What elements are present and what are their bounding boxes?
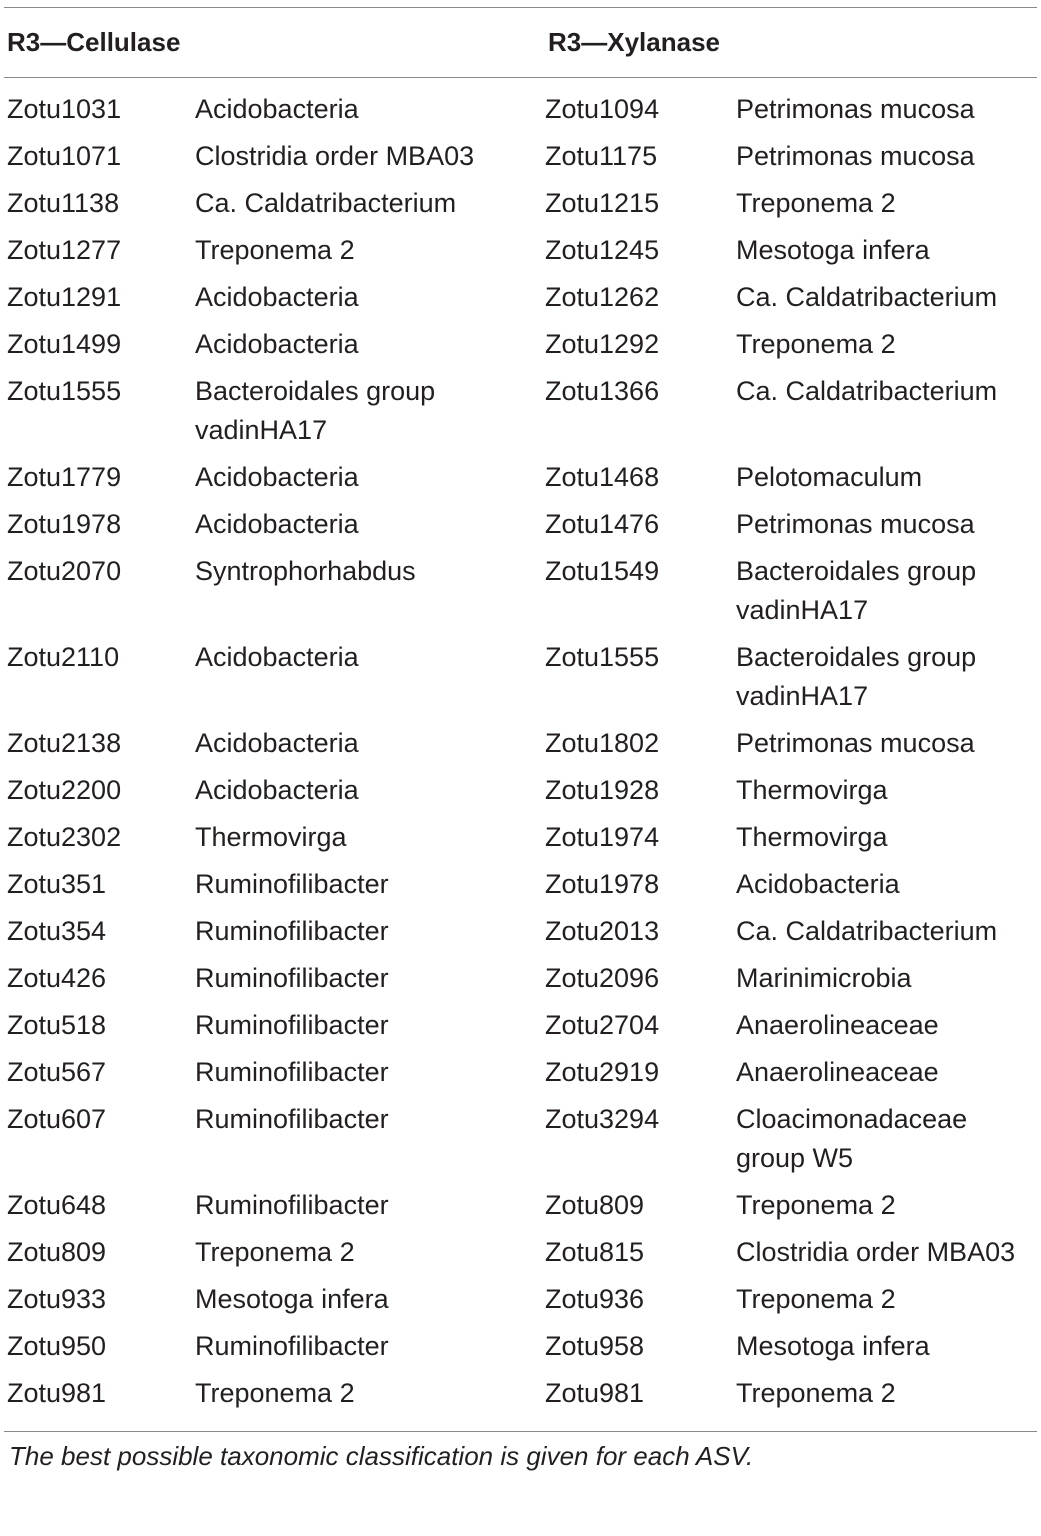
cellulase-zotu-cell: Zotu809 — [7, 1237, 107, 1267]
table-row — [4, 90, 1037, 129]
cellulase-zotu-cell: Zotu950 — [7, 1331, 107, 1361]
cellulase-zotu-cell: Zotu2070 — [7, 556, 122, 586]
cellulase-taxon-cell: Ruminofilibacter — [195, 869, 389, 899]
header-xylanase: R3—Xylanase — [548, 27, 720, 57]
xylanase-zotu-cell: Zotu1215 — [545, 188, 660, 218]
xylanase-zotu-cell: Zotu981 — [545, 1378, 645, 1408]
xylanase-zotu-cell: Zotu3294 — [545, 1104, 660, 1134]
table-row — [4, 865, 1037, 904]
table-row — [4, 137, 1037, 176]
cellulase-zotu-cell: Zotu1978 — [7, 509, 122, 539]
cellulase-taxon-cell: Clostridia order MBA03 — [195, 141, 475, 171]
table-row — [4, 912, 1037, 951]
xylanase-taxon-cell: Treponema 2 — [736, 1284, 896, 1314]
cellulase-taxon-cell: Treponema 2 — [195, 1378, 355, 1408]
xylanase-taxon-cell: Treponema 2 — [736, 1378, 896, 1408]
xylanase-taxon-cell: Cloacimonadaceae group W5 — [736, 1104, 968, 1173]
cellulase-zotu-cell: Zotu1291 — [7, 282, 122, 312]
cellulase-zotu-cell: Zotu518 — [7, 1010, 107, 1040]
cellulase-zotu-cell: Zotu354 — [7, 916, 107, 946]
xylanase-zotu-cell: Zotu1245 — [545, 235, 660, 265]
table-row — [4, 278, 1037, 317]
table-row — [4, 1053, 1037, 1092]
xylanase-taxon-cell: Acidobacteria — [736, 869, 900, 899]
xylanase-zotu-cell: Zotu809 — [545, 1190, 645, 1220]
cellulase-zotu-cell: Zotu1071 — [7, 141, 122, 171]
cellulase-taxon-cell: Acidobacteria — [195, 728, 359, 758]
xylanase-taxon-cell: Petrimonas mucosa — [736, 509, 975, 539]
xylanase-zotu-cell: Zotu936 — [545, 1284, 645, 1314]
xylanase-taxon-cell: Clostridia order MBA03 — [736, 1237, 1016, 1267]
table-row — [4, 231, 1037, 270]
table-row — [4, 818, 1037, 857]
table-row — [4, 959, 1037, 998]
table-row — [4, 1006, 1037, 1045]
xylanase-taxon-cell: Anaerolineaceae — [736, 1057, 939, 1087]
xylanase-zotu-cell: Zotu815 — [545, 1237, 645, 1267]
xylanase-taxon-cell: Petrimonas mucosa — [736, 141, 975, 171]
xylanase-taxon-cell: Thermovirga — [736, 822, 888, 852]
table-row — [4, 1100, 1037, 1178]
xylanase-zotu-cell: Zotu2096 — [545, 963, 660, 993]
xylanase-zotu-cell: Zotu2013 — [545, 916, 660, 946]
cellulase-taxon-cell: Treponema 2 — [195, 1237, 355, 1267]
cellulase-taxon-cell: Bacteroidales group vadinHA17 — [195, 376, 436, 445]
table-footnote: The best possible taxonomic classification is given for each ASV. — [9, 1441, 754, 1471]
cellulase-zotu-cell: Zotu1779 — [7, 462, 122, 492]
cellulase-taxon-cell: Acidobacteria — [195, 329, 359, 359]
xylanase-taxon-cell: Pelotomaculum — [736, 462, 923, 492]
xylanase-zotu-cell: Zotu1802 — [545, 728, 660, 758]
cellulase-taxon-cell: Acidobacteria — [195, 509, 359, 539]
table-row — [4, 771, 1037, 810]
xylanase-taxon-cell: Mesotoga infera — [736, 1331, 930, 1361]
cellulase-taxon-cell: Acidobacteria — [195, 94, 359, 124]
cellulase-zotu-cell: Zotu567 — [7, 1057, 107, 1087]
cellulase-zotu-cell: Zotu1499 — [7, 329, 122, 359]
table-header — [4, 8, 1037, 77]
cellulase-taxon-cell: Acidobacteria — [195, 775, 359, 805]
cellulase-zotu-cell: Zotu1277 — [7, 235, 122, 265]
cellulase-zotu-cell: Zotu351 — [7, 869, 107, 899]
cellulase-taxon-cell: Syntrophorhabdus — [195, 556, 416, 586]
xylanase-taxon-cell: Petrimonas mucosa — [736, 728, 975, 758]
cellulase-taxon-cell: Treponema 2 — [195, 235, 355, 265]
xylanase-taxon-cell: Mesotoga infera — [736, 235, 930, 265]
xylanase-zotu-cell: Zotu1468 — [545, 462, 660, 492]
table-row — [4, 552, 1037, 630]
cellulase-zotu-cell: Zotu981 — [7, 1378, 107, 1408]
cellulase-taxon-cell: Ca. Caldatribacterium — [195, 188, 457, 218]
cellulase-zotu-cell: Zotu2138 — [7, 728, 122, 758]
header-cellulase: R3—Cellulase — [7, 27, 181, 57]
xylanase-taxon-cell: Anaerolineaceae — [736, 1010, 939, 1040]
xylanase-zotu-cell: Zotu2704 — [545, 1010, 660, 1040]
cellulase-zotu-cell: Zotu2200 — [7, 775, 122, 805]
cellulase-zotu-cell: Zotu2302 — [7, 822, 122, 852]
table-row — [4, 1233, 1037, 1272]
xylanase-taxon-cell: Ca. Caldatribacterium — [736, 282, 998, 312]
xylanase-zotu-cell: Zotu958 — [545, 1331, 645, 1361]
xylanase-zotu-cell: Zotu1928 — [545, 775, 660, 805]
xylanase-taxon-cell: Petrimonas mucosa — [736, 94, 975, 124]
cellulase-taxon-cell: Thermovirga — [195, 822, 347, 852]
cellulase-taxon-cell: Acidobacteria — [195, 642, 359, 672]
table-row — [4, 638, 1037, 716]
table-row — [4, 372, 1037, 450]
cellulase-zotu-cell: Zotu1138 — [7, 188, 120, 218]
cellulase-taxon-cell: Ruminofilibacter — [195, 1104, 389, 1134]
cellulase-taxon-cell: Mesotoga infera — [195, 1284, 389, 1314]
table-row — [4, 505, 1037, 544]
cellulase-taxon-cell: Ruminofilibacter — [195, 916, 389, 946]
cellulase-taxon-cell: Acidobacteria — [195, 462, 359, 492]
xylanase-taxon-cell: Treponema 2 — [736, 1190, 896, 1220]
cellulase-taxon-cell: Ruminofilibacter — [195, 963, 389, 993]
table-row — [4, 184, 1037, 223]
xylanase-taxon-cell: Ca. Caldatribacterium — [736, 916, 998, 946]
xylanase-taxon-cell: Treponema 2 — [736, 188, 896, 218]
cellulase-zotu-cell: Zotu1555 — [7, 376, 122, 406]
table-row — [4, 1374, 1037, 1413]
xylanase-zotu-cell: Zotu1366 — [545, 376, 660, 406]
xylanase-zotu-cell: Zotu1978 — [545, 869, 660, 899]
cellulase-zotu-cell: Zotu2110 — [7, 642, 120, 672]
xylanase-zotu-cell: Zotu1974 — [545, 822, 660, 852]
xylanase-zotu-cell: Zotu1175 — [545, 141, 658, 171]
cellulase-taxon-cell: Ruminofilibacter — [195, 1010, 389, 1040]
taxonomy-table — [4, 7, 1037, 1472]
cellulase-zotu-cell: Zotu1031 — [7, 94, 122, 124]
table-row — [4, 1186, 1037, 1225]
cellulase-taxon-cell: Acidobacteria — [195, 282, 359, 312]
table-row — [4, 458, 1037, 497]
xylanase-zotu-cell: Zotu2919 — [545, 1057, 660, 1087]
xylanase-zotu-cell: Zotu1292 — [545, 329, 660, 359]
table-row — [4, 724, 1037, 763]
table-row — [4, 325, 1037, 364]
cellulase-taxon-cell: Ruminofilibacter — [195, 1057, 389, 1087]
cellulase-zotu-cell: Zotu933 — [7, 1284, 107, 1314]
xylanase-zotu-cell: Zotu1094 — [545, 94, 660, 124]
xylanase-taxon-cell: Thermovirga — [736, 775, 888, 805]
xylanase-taxon-cell: Treponema 2 — [736, 329, 896, 359]
table-row — [4, 1280, 1037, 1319]
cellulase-zotu-cell: Zotu648 — [7, 1190, 107, 1220]
xylanase-zotu-cell: Zotu1262 — [545, 282, 660, 312]
table-row — [4, 1327, 1037, 1366]
cellulase-zotu-cell: Zotu426 — [7, 963, 107, 993]
cellulase-taxon-cell: Ruminofilibacter — [195, 1331, 389, 1361]
xylanase-taxon-cell: Ca. Caldatribacterium — [736, 376, 998, 406]
xylanase-taxon-cell: Bacteroidales group vadinHA17 — [736, 556, 977, 625]
xylanase-taxon-cell: Marinimicrobia — [736, 963, 912, 993]
cellulase-zotu-cell: Zotu607 — [7, 1104, 107, 1134]
cellulase-taxon-cell: Ruminofilibacter — [195, 1190, 389, 1220]
table-body — [4, 78, 1037, 1431]
xylanase-taxon-cell: Bacteroidales group vadinHA17 — [736, 642, 977, 711]
xylanase-zotu-cell: Zotu1555 — [545, 642, 660, 672]
xylanase-zotu-cell: Zotu1549 — [545, 556, 660, 586]
xylanase-zotu-cell: Zotu1476 — [545, 509, 660, 539]
